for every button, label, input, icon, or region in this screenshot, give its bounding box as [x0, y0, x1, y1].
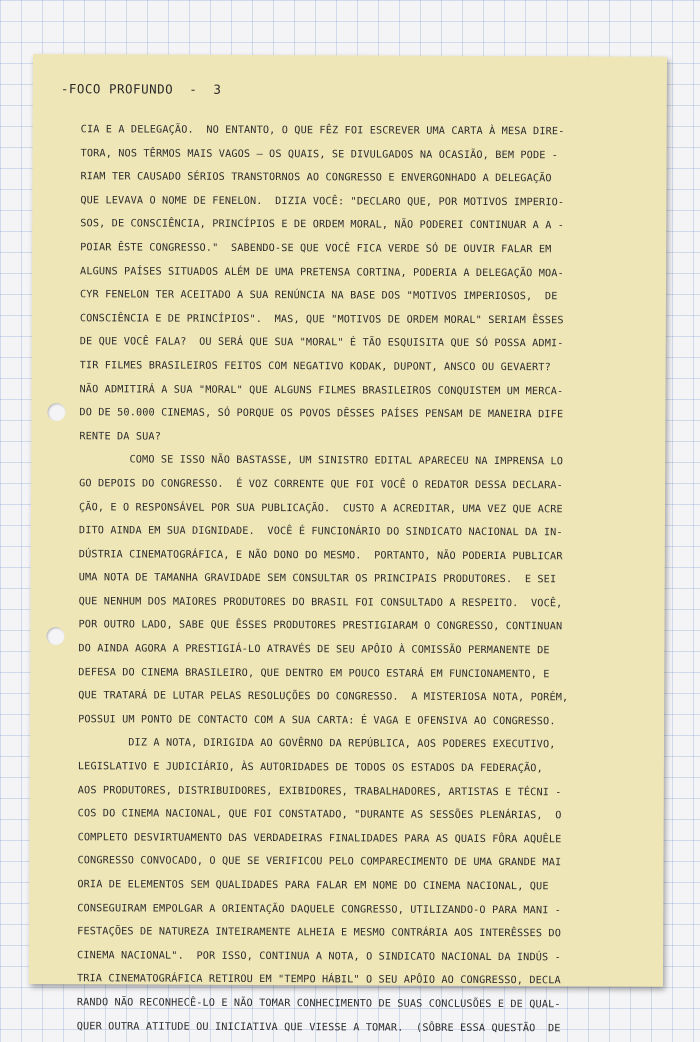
text-line: DÚSTRIA CINEMATOGRÁFICA, E NÃO DONO DO MESMO. PORTANTO, NÃO PODERIA PUBLICAR: [78, 548, 563, 563]
text-line: ORIA DE ELEMENTOS SEM QUALIDADES PARA FALAR EM NOME DO CINEMA NACIONAL, QUE: [77, 879, 549, 893]
text-line: FESTAÇÕES DE NATUREZA INTEIRAMENTE ALHEIA E MESMO CONTRÁRIA AOS INTERÊSSES DO: [77, 926, 562, 940]
text-line: DO DE 50.000 CINEMAS, SÓ PORQUE OS POVOS DÊSSES PAÍSES PENSAM DE MANEIRA DIFE: [79, 407, 564, 421]
body-text: [77, 118, 647, 1041]
text-line: CONSCIÊNCIA E DE PRINCÍPIOS". MAS, QUE "MOTIVOS DE ORDEM MORAL" SERIAM ÊSSES: [79, 312, 564, 327]
text-line: TRIA CINEMATOGRÁFICA RETIROU EM "TEMPO HÁBIL" O SEU APÔIO AO CONGRESSO, DECLA: [76, 973, 561, 987]
text-line: COMO SE ISSO NÃO BASTASSE, UM SINISTRO EDITAL APARECEU NA IMPRENSA LO: [79, 454, 564, 468]
text-line: POIAR ÊSTE CONGRESSO." SABENDO-SE QUE VOCÊ FICA VERDE SÓ DE OUVIR FALAR EM: [80, 242, 552, 256]
text-line: CINEMA NACIONAL". POR ISSO, CONTINUA A NOTA, O SINDICATO NACIONAL DA INDÚS -: [77, 949, 561, 964]
text-line: TORA, NOS TÊRMOS MAIS VAGOS — OS QUAIS, SE DIVULGADOS NA OCASIÃO, BEM PODE -: [80, 147, 559, 161]
text-line: DEFESA DO CINEMA BRASILEIRO, QUE DENTRO EM POUCO ESTARÁ EM FUNCIONAMENTO, E: [78, 666, 550, 680]
text-line: RANDO NÃO RECONHECÊ-LO E NÃO TOMAR CONHECIMENTO DE SUAS CONCLUSÕES E DE QUAL-: [76, 997, 561, 1011]
text-line: LEGISLATIVO E JUDICIÁRIO, ÀS AUTORIDADES DE TODOS OS ESTADOS DA FEDERAÇÃO,: [77, 761, 543, 775]
text-line: CYR FENELON TER ACEITADO A SUA RENÚNCIA NA BASE DOS "MOTIVOS IMPERIOSOS, DE: [79, 289, 558, 303]
text-line: NÃO ADMITIRÁ A SUA "MORAL" QUE ALGUNS FILMES BRASILEIROS CONQUISTEM UM MERCA-: [79, 383, 564, 397]
punch-hole: [47, 403, 65, 421]
text-line: RENTE DA SUA?: [79, 430, 162, 443]
text-line: TIR FILMES BRASILEIROS FEITOS COM NEGATIVO KODAK, DUPONT, ANSCO OU GEVAERT?: [79, 360, 551, 374]
text-line: ÇÃO, E O RESPONSÁVEL POR SUA PUBLICAÇÃO. CUSTO A ACREDITAR, UMA VEZ QUE ACRE: [78, 501, 563, 515]
text-line: QUER OUTRA ATITUDE OU INICIATIVA QUE VIESSE A TOMAR. (SÔBRE ESSA QUESTÃO DE: [76, 1020, 561, 1034]
text-line: AOS PRODUTORES, DISTRIBUIDORES, EXIBIDORES, TRABALHADORES, ARTISTAS E TÉCNI -: [77, 784, 562, 798]
text-line: UMA NOTA DE TAMANHA GRAVIDADE SEM CONSULTAR OS PRINCIPAIS PRODUTORES. E SEI: [78, 572, 557, 586]
text-line: QUE TRATARÁ DE LUTAR PELAS RESOLUÇÕES DO CONGRESSO. A MISTERIOSA NOTA, PORÉM,: [78, 690, 569, 704]
text-line: CIA E A DELEGAÇÃO. NO ENTANTO, O QUE FÊZ FOI ESCREVER UMA CARTA À MESA DIRE-: [80, 124, 565, 138]
typewritten-page: [29, 54, 667, 1034]
text-line: CONGRESSO CONVOCADO, O QUE SE VERIFICOU PELO COMPARECIMENTO DE UMA GRANDE MAI: [77, 855, 562, 869]
text-line: DIZ A NOTA, DIRIGIDA AO GOVÊRNO DA REPÚBLICA, AOS PODERES EXECUTIVO,: [77, 737, 556, 751]
text-line: QUE NENHUM DOS MAIORES PRODUTORES DO BRASIL FOI CONSULTADO A RESPEITO. VOCÊ,: [78, 596, 563, 610]
text-line: COMPLETO DESVIRTUAMENTO DAS VERDADEIRAS FINALIDADES PARA AS QUAIS FÔRA AQUÊLE: [77, 832, 562, 846]
text-line: CONSEGUIRAM EMPOLGAR A ORIENTAÇÃO DAQUELE CONGRESSO, UTILIZANDO-O PARA MANI -: [77, 902, 562, 916]
text-line: DITO AINDA EM SUA DIGNIDADE. VOCÊ É FUNCIONÁRIO DO SINDICATO NACIONAL DA IN-: [78, 525, 563, 539]
punch-hole: [46, 627, 64, 645]
text-line: ALGUNS PAÍSES SITUADOS ALÉM DE UMA PRETENSA CORTINA, PODERIA A DELEGAÇÃO MOA-: [80, 265, 564, 279]
text-line: POSSUI UM PONTO DE CONTACTO COM A SUA CARTA: É VAGA E OFENSIVA AO CONGRESSO.: [78, 714, 556, 728]
text-line: DO AINDA AGORA A PRESTIGIÁ-LO ATRAVÉS DE SEU APÔIO À COMISSÃO PERMANENTE DE: [78, 643, 550, 657]
text-line: RIAM TER CAUSADO SÉRIOS TRANSTORNOS AO CONGRESSO E ENVERGONHADO A DELEGAÇÃO: [80, 171, 552, 185]
text-line: COS DO CINEMA NACIONAL, QUE FOI CONSTATADO, "DURANTE AS SESSÕES PLENÁRIAS, O: [77, 808, 562, 822]
page-header: -FOCO PROFUNDO - 3: [60, 81, 222, 97]
text-line: POR OUTRO LADO, SABE QUE ÊSSES PRODUTORES PRESTIGIARAM O CONGRESSO, CONTINUAN: [78, 619, 563, 633]
text-line: GO DEPOIS DO CONGRESSO. É VOZ CORRENTE QUE FOI VOCÊ O REDATOR DESSA DECLARA-: [79, 478, 563, 492]
text-line: QUE LEVAVA O NOME DE FENELON. DIZIA VOCÊ: "DECLARO QUE, POR MOTIVOS IMPERIO-: [80, 194, 565, 209]
text-line: SOS, DE CONSCIÊNCIA, PRINCÍPIOS E DE ORDEM MORAL, NÃO PODEREI CONTINUAR A A -: [80, 218, 565, 232]
text-line: DE QUE VOCÊ FALA? OU SERÁ QUE SUA "MORAL" É TÃO ESQUISITA QUE SÓ POSSA ADMI-: [79, 336, 564, 350]
